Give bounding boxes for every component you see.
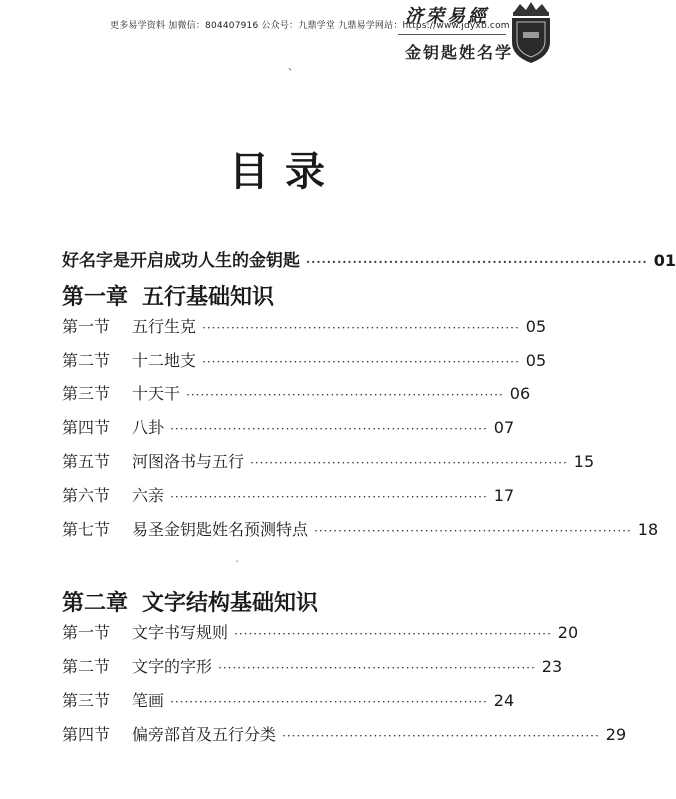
leader-dots: ·································································· xyxy=(250,456,568,470)
brand-logo-top: 济荣易經 xyxy=(405,6,489,27)
section-title: 十天干 xyxy=(132,384,181,403)
toc-entry-intro[interactable] xyxy=(62,246,676,271)
toc-entry[interactable] xyxy=(62,722,627,745)
toc-page-number: 06 xyxy=(509,384,531,403)
chapter-heading-1[interactable] xyxy=(62,280,274,311)
toc-page-number: 18 xyxy=(637,520,659,539)
leader-dots: ·································································· xyxy=(314,524,632,538)
section-title: 五行生克 xyxy=(132,317,197,336)
toc-page-number: 05 xyxy=(525,351,547,370)
toc-entry[interactable] xyxy=(62,483,515,506)
toc-page-number: 15 xyxy=(573,452,595,471)
toc-page-number: 24 xyxy=(493,691,515,710)
section-number: 第二节 xyxy=(62,657,111,676)
section-title: 六亲 xyxy=(132,486,165,505)
leader-dots: ·································································· xyxy=(202,355,520,369)
leader-dots: ·································································· xyxy=(218,661,536,675)
section-number: 第二节 xyxy=(62,351,111,370)
leader-dots: ·································································· xyxy=(306,255,648,269)
leader-dots: ·································································· xyxy=(202,321,520,335)
leader-dots: ·································································· xyxy=(282,729,600,743)
toc-entry[interactable] xyxy=(62,348,547,371)
header-info-line: 更多易学资料 加微信：804407916 公众号：九鼎学堂 九鼎易学网站：https://www.jdyxb.com xyxy=(110,21,510,31)
section-title: 易圣金钥匙姓名预测特点 xyxy=(132,520,309,539)
chapter-title: 文字结构基础知识 xyxy=(142,590,319,616)
section-number: 第七节 xyxy=(62,520,111,539)
section-title: 文字的字形 xyxy=(132,657,213,676)
toc-entry[interactable] xyxy=(62,449,595,472)
toc-entry[interactable] xyxy=(62,688,515,711)
brand-divider xyxy=(398,34,506,35)
section-number: 第五节 xyxy=(62,452,111,471)
toc-page-number: 01 xyxy=(653,251,676,270)
toc-page-number: 20 xyxy=(557,623,579,642)
section-number: 第四节 xyxy=(62,418,111,437)
section-title: 八卦 xyxy=(132,418,165,437)
toc-entry[interactable] xyxy=(62,517,659,540)
leader-dots: ·································································· xyxy=(186,388,504,402)
section-title: 河图洛书与五行 xyxy=(132,452,245,471)
brand-logo-bottom: 金钥匙姓名学 xyxy=(405,43,514,62)
section-title: 文字书写规则 xyxy=(132,623,229,642)
section-title: 十二地支 xyxy=(132,351,197,370)
toc-entry[interactable] xyxy=(62,314,547,337)
toc-entry[interactable] xyxy=(62,415,515,438)
toc-page-number: 07 xyxy=(493,418,515,437)
section-number: 第一节 xyxy=(62,317,111,336)
toc-page-number: 29 xyxy=(605,725,627,744)
section-number: 第一节 xyxy=(62,623,111,642)
section-number: 第六节 xyxy=(62,486,111,505)
toc-page-number: 05 xyxy=(525,317,547,336)
section-title: 偏旁部首及五行分类 xyxy=(132,725,277,744)
toc-entry[interactable] xyxy=(62,654,563,677)
section-title: 笔画 xyxy=(132,691,165,710)
chapter-number: 第一章 xyxy=(62,284,129,310)
crest-logo-icon xyxy=(508,2,554,64)
section-number: 第三节 xyxy=(62,384,111,403)
leader-dots: ·································································· xyxy=(170,422,488,436)
toc-page-number: 17 xyxy=(493,486,515,505)
chapter-heading-2[interactable] xyxy=(62,586,318,617)
toc-entry[interactable] xyxy=(62,381,531,404)
chapter-number: 第二章 xyxy=(62,590,129,616)
scan-mark: 、 xyxy=(288,62,298,73)
leader-dots: ·································································· xyxy=(170,695,488,709)
chapter-title: 五行基础知识 xyxy=(142,284,275,310)
scan-mark: ′ xyxy=(236,560,239,571)
section-number: 第三节 xyxy=(62,691,111,710)
page-title: 目录 xyxy=(229,148,341,195)
leader-dots: ·································································· xyxy=(234,627,552,641)
toc-entry[interactable] xyxy=(62,620,579,643)
section-number: 第四节 xyxy=(62,725,111,744)
leader-dots: ·································································· xyxy=(170,490,488,504)
toc-entry-label: 好名字是开启成功人生的金钥匙 xyxy=(62,251,300,271)
toc-page-number: 23 xyxy=(541,657,563,676)
